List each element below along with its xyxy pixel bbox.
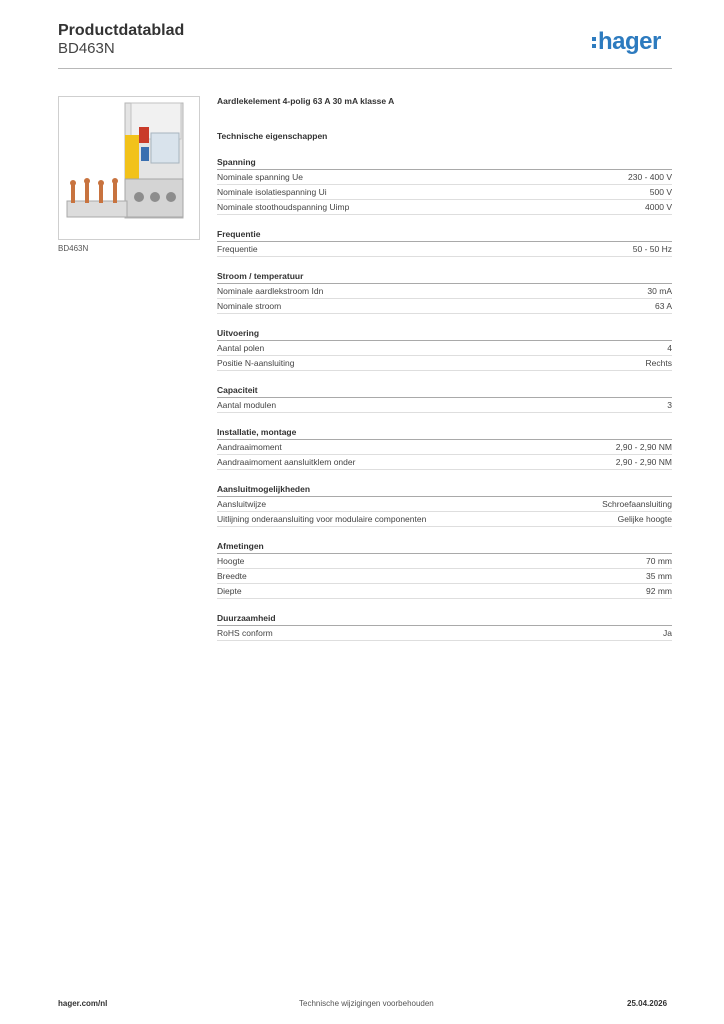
section-title: Capaciteit	[217, 384, 672, 398]
spec-label: Nominale aardlekstroom Idn	[217, 286, 324, 296]
spec-value: 230 - 400 V	[628, 172, 672, 182]
spec-row	[217, 569, 672, 584]
spec-section	[217, 540, 672, 599]
hager-logo	[592, 28, 661, 56]
spec-value: 3	[667, 400, 672, 410]
section-title: Installatie, montage	[217, 426, 672, 440]
spec-value: Gelijke hoogte	[617, 514, 672, 524]
spec-row	[217, 185, 672, 200]
spec-section	[217, 156, 672, 215]
spec-row	[217, 341, 672, 356]
spec-value: 2,90 - 2,90 NM	[615, 442, 672, 452]
spec-label: Nominale stoothoudspanning Uimp	[217, 202, 350, 212]
section-title: Stroom / temperatuur	[217, 270, 672, 284]
spec-value: 30 mA	[647, 286, 672, 296]
spec-value: 92 mm	[646, 586, 672, 596]
spec-label: Breedte	[217, 571, 247, 581]
spec-label: Aantal polen	[217, 343, 265, 353]
section-title: Uitvoering	[217, 327, 672, 341]
spec-value: Schroefaansluiting	[602, 499, 672, 509]
spec-label: Aandraaimoment aansluitklem onder	[217, 457, 356, 467]
spec-label: Nominale stroom	[217, 301, 282, 311]
logo-dots-icon	[592, 34, 596, 51]
spec-section	[217, 483, 672, 527]
spec-panel	[217, 96, 672, 641]
spec-row	[217, 497, 672, 512]
spec-value: 70 mm	[646, 556, 672, 566]
spec-value: 4000 V	[645, 202, 672, 212]
image-caption: BD463N	[58, 244, 89, 253]
spec-row	[217, 584, 672, 599]
spec-row	[217, 626, 672, 641]
spec-section	[217, 327, 672, 371]
spec-row	[217, 356, 672, 371]
spec-row	[217, 242, 672, 257]
footer-disclaimer: Technische wijzigingen voorbehouden	[299, 999, 434, 1008]
logo-text: hager	[598, 28, 661, 55]
spec-label: Aandraaimoment	[217, 442, 282, 452]
product-image	[58, 96, 200, 240]
spec-label: RoHS conform	[217, 628, 273, 638]
spec-sections	[217, 156, 672, 641]
spec-row	[217, 398, 672, 413]
spec-value: 500 V	[649, 187, 672, 197]
spec-row	[217, 284, 672, 299]
spec-section	[217, 270, 672, 314]
spec-value: 4	[667, 343, 672, 353]
footer-date: 25.04.2026	[627, 999, 668, 1008]
spec-heading: Technische eigenschappen	[217, 131, 328, 141]
spec-row	[217, 440, 672, 455]
spec-section	[217, 228, 672, 257]
header-divider	[58, 68, 672, 69]
spec-row	[217, 299, 672, 314]
spec-row	[217, 455, 672, 470]
spec-row	[217, 170, 672, 185]
spec-label: Nominale spanning Ue	[217, 172, 303, 182]
spec-section	[217, 426, 672, 470]
spec-value: 2,90 - 2,90 NM	[615, 457, 672, 467]
spec-value: 63 A	[654, 301, 672, 311]
footer-website: hager.com/nl	[58, 999, 108, 1008]
spec-label: Hoogte	[217, 556, 245, 566]
spec-row	[217, 512, 672, 527]
spec-label: Uitlijning onderaansluiting voor modulaire componenten	[217, 514, 427, 524]
section-title: Spanning	[217, 156, 672, 170]
spec-row	[217, 200, 672, 215]
spec-value: Ja	[663, 628, 672, 638]
page-title: Productdatablad	[58, 22, 185, 39]
spec-section	[217, 384, 672, 413]
section-title: Frequentie	[217, 228, 672, 242]
product-code: BD463N	[58, 40, 115, 57]
spec-row	[217, 554, 672, 569]
spec-label: Diepte	[217, 586, 242, 596]
rcd-block-illustration	[59, 97, 199, 239]
spec-label: Frequentie	[217, 244, 258, 254]
spec-value: Rechts	[645, 358, 672, 368]
section-title: Duurzaamheid	[217, 612, 672, 626]
spec-label: Positie N-aansluiting	[217, 358, 295, 368]
product-name: Aardlekelement 4-polig 63 A 30 mA klasse A	[217, 96, 395, 106]
spec-label: Aantal modulen	[217, 400, 277, 410]
spec-value: 50 - 50 Hz	[632, 244, 672, 254]
spec-label: Aansluitwijze	[217, 499, 267, 509]
spec-label: Nominale isolatiespanning Ui	[217, 187, 327, 197]
spec-value: 35 mm	[646, 571, 672, 581]
section-title: Afmetingen	[217, 540, 672, 554]
spec-section	[217, 612, 672, 641]
section-title: Aansluitmogelijkheden	[217, 483, 672, 497]
